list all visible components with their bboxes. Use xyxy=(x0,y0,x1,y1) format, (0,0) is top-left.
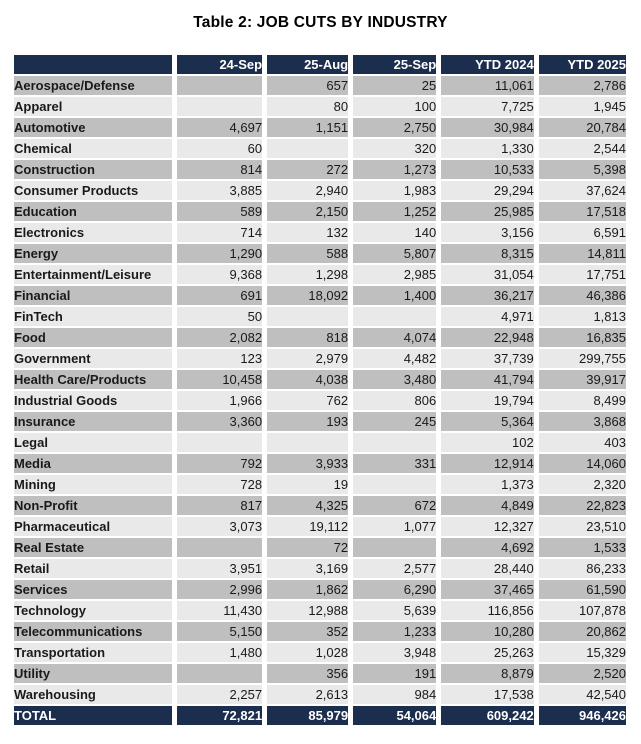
industry-row xyxy=(14,412,626,431)
industry-value-cell: 100 xyxy=(353,97,436,116)
industry-row xyxy=(14,76,626,95)
industry-value-cell: 46,386 xyxy=(539,286,626,305)
industry-label: Real Estate xyxy=(14,538,172,557)
industry-value-cell: 61,590 xyxy=(539,580,626,599)
industry-value-cell: 12,914 xyxy=(441,454,533,473)
industry-value-cell: 2,544 xyxy=(539,139,626,158)
industry-label: Legal xyxy=(14,433,172,452)
industry-value-cell: 691 xyxy=(177,286,262,305)
industry-value-cell: 672 xyxy=(353,496,436,515)
industry-value-cell: 123 xyxy=(177,349,262,368)
total-row xyxy=(14,706,626,725)
table-body xyxy=(14,76,626,704)
industry-value-cell xyxy=(177,433,262,452)
industry-value-cell: 132 xyxy=(267,223,348,242)
industry-value-cell: 814 xyxy=(177,160,262,179)
total-value-cell: 609,242 xyxy=(441,706,533,725)
industry-row xyxy=(14,328,626,347)
industry-value-cell: 4,849 xyxy=(441,496,533,515)
industry-value-cell: 2,786 xyxy=(539,76,626,95)
industry-value-cell: 1,298 xyxy=(267,265,348,284)
industry-value-cell: 1,252 xyxy=(353,202,436,221)
industry-label: Electronics xyxy=(14,223,172,242)
total-value-cell: 54,064 xyxy=(353,706,436,725)
industry-value-cell: 37,739 xyxy=(441,349,533,368)
industry-row xyxy=(14,139,626,158)
industry-value-cell: 1,813 xyxy=(539,307,626,326)
industry-row xyxy=(14,286,626,305)
industry-value-cell: 331 xyxy=(353,454,436,473)
header-row xyxy=(14,55,626,74)
total-value-cell: 946,426 xyxy=(539,706,626,725)
industry-value-cell: 588 xyxy=(267,244,348,263)
industry-value-cell: 2,150 xyxy=(267,202,348,221)
industry-value-cell: 4,074 xyxy=(353,328,436,347)
industry-row xyxy=(14,244,626,263)
industry-value-cell: 16,835 xyxy=(539,328,626,347)
industry-value-cell: 22,948 xyxy=(441,328,533,347)
industry-label: Financial xyxy=(14,286,172,305)
industry-value-cell: 9,368 xyxy=(177,265,262,284)
industry-value-cell: 4,038 xyxy=(267,370,348,389)
industry-row xyxy=(14,601,626,620)
total-value-cell: 85,979 xyxy=(267,706,348,725)
total-value-cell: 72,821 xyxy=(177,706,262,725)
job-cuts-by-industry-table xyxy=(9,53,631,727)
industry-label: FinTech xyxy=(14,307,172,326)
industry-value-cell: 5,807 xyxy=(353,244,436,263)
industry-value-cell: 8,499 xyxy=(539,391,626,410)
industry-value-cell: 20,784 xyxy=(539,118,626,137)
industry-value-cell: 37,465 xyxy=(441,580,533,599)
industry-value-cell: 23,510 xyxy=(539,517,626,536)
industry-value-cell: 116,856 xyxy=(441,601,533,620)
header-cell-24-sep: 24-Sep xyxy=(177,55,262,74)
industry-value-cell: 3,156 xyxy=(441,223,533,242)
header-cell-ytd-2025: YTD 2025 xyxy=(539,55,626,74)
industry-label: Construction xyxy=(14,160,172,179)
industry-value-cell: 12,327 xyxy=(441,517,533,536)
industry-value-cell: 22,823 xyxy=(539,496,626,515)
industry-row xyxy=(14,496,626,515)
industry-value-cell: 2,577 xyxy=(353,559,436,578)
industry-value-cell: 817 xyxy=(177,496,262,515)
industry-value-cell: 1,533 xyxy=(539,538,626,557)
industry-value-cell: 1,945 xyxy=(539,97,626,116)
industry-value-cell: 2,520 xyxy=(539,664,626,683)
industry-value-cell: 25 xyxy=(353,76,436,95)
industry-value-cell: 41,794 xyxy=(441,370,533,389)
industry-value-cell: 5,364 xyxy=(441,412,533,431)
industry-value-cell: 11,061 xyxy=(441,76,533,95)
industry-value-cell: 1,077 xyxy=(353,517,436,536)
industry-value-cell: 3,480 xyxy=(353,370,436,389)
industry-row xyxy=(14,433,626,452)
industry-value-cell: 5,639 xyxy=(353,601,436,620)
industry-value-cell: 14,811 xyxy=(539,244,626,263)
industry-value-cell: 193 xyxy=(267,412,348,431)
industry-value-cell: 1,862 xyxy=(267,580,348,599)
industry-row xyxy=(14,643,626,662)
industry-row xyxy=(14,265,626,284)
industry-row xyxy=(14,664,626,683)
industry-label: Technology xyxy=(14,601,172,620)
industry-row xyxy=(14,160,626,179)
industry-value-cell: 3,933 xyxy=(267,454,348,473)
industry-label: Aerospace/Defense xyxy=(14,76,172,95)
industry-row xyxy=(14,622,626,641)
industry-value-cell: 72 xyxy=(267,538,348,557)
industry-value-cell: 3,073 xyxy=(177,517,262,536)
header-cell-industry xyxy=(14,55,172,74)
industry-value-cell: 1,373 xyxy=(441,475,533,494)
industry-value-cell: 8,879 xyxy=(441,664,533,683)
industry-value-cell: 8,315 xyxy=(441,244,533,263)
industry-row xyxy=(14,223,626,242)
industry-label: Utility xyxy=(14,664,172,683)
industry-value-cell: 18,092 xyxy=(267,286,348,305)
industry-row xyxy=(14,454,626,473)
industry-label: Telecommunications xyxy=(14,622,172,641)
industry-value-cell: 2,613 xyxy=(267,685,348,704)
industry-label: Apparel xyxy=(14,97,172,116)
industry-value-cell: 1,233 xyxy=(353,622,436,641)
table-title: Table 2: JOB CUTS BY INDUSTRY xyxy=(193,14,448,31)
industry-value-cell: 1,273 xyxy=(353,160,436,179)
industry-value-cell: 29,294 xyxy=(441,181,533,200)
industry-value-cell: 3,360 xyxy=(177,412,262,431)
industry-value-cell: 1,966 xyxy=(177,391,262,410)
industry-value-cell: 17,518 xyxy=(539,202,626,221)
industry-row xyxy=(14,475,626,494)
industry-label: Government xyxy=(14,349,172,368)
industry-row xyxy=(14,391,626,410)
industry-value-cell: 60 xyxy=(177,139,262,158)
industry-row xyxy=(14,202,626,221)
industry-value-cell: 1,480 xyxy=(177,643,262,662)
industry-label: Automotive xyxy=(14,118,172,137)
industry-value-cell: 31,054 xyxy=(441,265,533,284)
industry-value-cell: 4,325 xyxy=(267,496,348,515)
header-cell-25-aug: 25-Aug xyxy=(267,55,348,74)
industry-value-cell: 299,755 xyxy=(539,349,626,368)
industry-row xyxy=(14,307,626,326)
industry-label: Media xyxy=(14,454,172,473)
industry-value-cell xyxy=(267,139,348,158)
industry-label: Mining xyxy=(14,475,172,494)
industry-value-cell xyxy=(177,97,262,116)
industry-value-cell xyxy=(353,538,436,557)
industry-label: Health Care/Products xyxy=(14,370,172,389)
industry-label: Insurance xyxy=(14,412,172,431)
industry-value-cell: 3,951 xyxy=(177,559,262,578)
industry-value-cell: 806 xyxy=(353,391,436,410)
industry-value-cell: 2,257 xyxy=(177,685,262,704)
industry-value-cell: 50 xyxy=(177,307,262,326)
industry-value-cell: 4,482 xyxy=(353,349,436,368)
industry-value-cell: 20,862 xyxy=(539,622,626,641)
industry-value-cell: 19,112 xyxy=(267,517,348,536)
industry-row xyxy=(14,181,626,200)
industry-value-cell: 818 xyxy=(267,328,348,347)
industry-value-cell: 25,263 xyxy=(441,643,533,662)
industry-value-cell: 4,971 xyxy=(441,307,533,326)
industry-value-cell: 11,430 xyxy=(177,601,262,620)
industry-label: Food xyxy=(14,328,172,347)
industry-row xyxy=(14,559,626,578)
industry-value-cell xyxy=(177,538,262,557)
industry-value-cell xyxy=(267,433,348,452)
industry-value-cell: 5,150 xyxy=(177,622,262,641)
industry-value-cell: 1,983 xyxy=(353,181,436,200)
header-cell-25-sep: 25-Sep xyxy=(353,55,436,74)
industry-value-cell: 7,725 xyxy=(441,97,533,116)
industry-row xyxy=(14,580,626,599)
industry-value-cell: 3,885 xyxy=(177,181,262,200)
industry-value-cell: 403 xyxy=(539,433,626,452)
industry-row xyxy=(14,118,626,137)
industry-value-cell xyxy=(353,433,436,452)
industry-value-cell xyxy=(177,76,262,95)
industry-value-cell: 6,591 xyxy=(539,223,626,242)
industry-value-cell: 80 xyxy=(267,97,348,116)
industry-value-cell: 1,400 xyxy=(353,286,436,305)
industry-label: Entertainment/Leisure xyxy=(14,265,172,284)
industry-value-cell: 356 xyxy=(267,664,348,683)
industry-value-cell: 39,917 xyxy=(539,370,626,389)
industry-value-cell: 19,794 xyxy=(441,391,533,410)
industry-value-cell: 1,290 xyxy=(177,244,262,263)
industry-value-cell: 140 xyxy=(353,223,436,242)
industry-value-cell: 714 xyxy=(177,223,262,242)
industry-label: Education xyxy=(14,202,172,221)
industry-value-cell: 28,440 xyxy=(441,559,533,578)
industry-row xyxy=(14,517,626,536)
industry-value-cell: 352 xyxy=(267,622,348,641)
industry-label: Chemical xyxy=(14,139,172,158)
industry-value-cell: 17,538 xyxy=(441,685,533,704)
industry-value-cell: 792 xyxy=(177,454,262,473)
industry-value-cell: 6,290 xyxy=(353,580,436,599)
industry-value-cell: 2,750 xyxy=(353,118,436,137)
industry-value-cell: 15,329 xyxy=(539,643,626,662)
industry-value-cell: 1,330 xyxy=(441,139,533,158)
industry-value-cell xyxy=(353,475,436,494)
industry-value-cell: 1,151 xyxy=(267,118,348,137)
industry-label: Transportation xyxy=(14,643,172,662)
industry-value-cell: 5,398 xyxy=(539,160,626,179)
industry-value-cell: 1,028 xyxy=(267,643,348,662)
industry-row xyxy=(14,685,626,704)
industry-row xyxy=(14,97,626,116)
industry-value-cell: 984 xyxy=(353,685,436,704)
industry-value-cell: 2,979 xyxy=(267,349,348,368)
industry-value-cell xyxy=(267,307,348,326)
industry-value-cell: 2,320 xyxy=(539,475,626,494)
industry-value-cell: 191 xyxy=(353,664,436,683)
industry-value-cell: 102 xyxy=(441,433,533,452)
industry-label: Warehousing xyxy=(14,685,172,704)
industry-label: Industrial Goods xyxy=(14,391,172,410)
industry-value-cell: 17,751 xyxy=(539,265,626,284)
industry-value-cell: 10,280 xyxy=(441,622,533,641)
industry-value-cell: 2,985 xyxy=(353,265,436,284)
industry-value-cell: 320 xyxy=(353,139,436,158)
industry-value-cell xyxy=(177,664,262,683)
industry-value-cell: 36,217 xyxy=(441,286,533,305)
industry-label: Consumer Products xyxy=(14,181,172,200)
header-cell-ytd-2024: YTD 2024 xyxy=(441,55,533,74)
industry-value-cell: 245 xyxy=(353,412,436,431)
industry-value-cell: 589 xyxy=(177,202,262,221)
industry-value-cell: 2,996 xyxy=(177,580,262,599)
total-label: TOTAL xyxy=(14,706,172,725)
industry-value-cell: 107,878 xyxy=(539,601,626,620)
industry-value-cell: 37,624 xyxy=(539,181,626,200)
industry-value-cell: 4,697 xyxy=(177,118,262,137)
industry-value-cell: 30,984 xyxy=(441,118,533,137)
industry-value-cell: 42,540 xyxy=(539,685,626,704)
industry-label: Energy xyxy=(14,244,172,263)
industry-label: Services xyxy=(14,580,172,599)
industry-value-cell: 14,060 xyxy=(539,454,626,473)
industry-value-cell: 10,458 xyxy=(177,370,262,389)
industry-row xyxy=(14,370,626,389)
industry-value-cell: 25,985 xyxy=(441,202,533,221)
industry-value-cell: 2,940 xyxy=(267,181,348,200)
industry-label: Pharmaceutical xyxy=(14,517,172,536)
industry-label: Retail xyxy=(14,559,172,578)
industry-value-cell: 657 xyxy=(267,76,348,95)
industry-value-cell: 762 xyxy=(267,391,348,410)
industry-value-cell: 12,988 xyxy=(267,601,348,620)
industry-value-cell: 3,948 xyxy=(353,643,436,662)
industry-value-cell: 10,533 xyxy=(441,160,533,179)
industry-value-cell: 728 xyxy=(177,475,262,494)
industry-row xyxy=(14,349,626,368)
industry-value-cell xyxy=(353,307,436,326)
industry-value-cell: 272 xyxy=(267,160,348,179)
industry-value-cell: 86,233 xyxy=(539,559,626,578)
industry-label: Non-Profit xyxy=(14,496,172,515)
industry-row xyxy=(14,538,626,557)
industry-value-cell: 4,692 xyxy=(441,538,533,557)
industry-value-cell: 3,868 xyxy=(539,412,626,431)
industry-value-cell: 2,082 xyxy=(177,328,262,347)
industry-value-cell: 19 xyxy=(267,475,348,494)
industry-value-cell: 3,169 xyxy=(267,559,348,578)
